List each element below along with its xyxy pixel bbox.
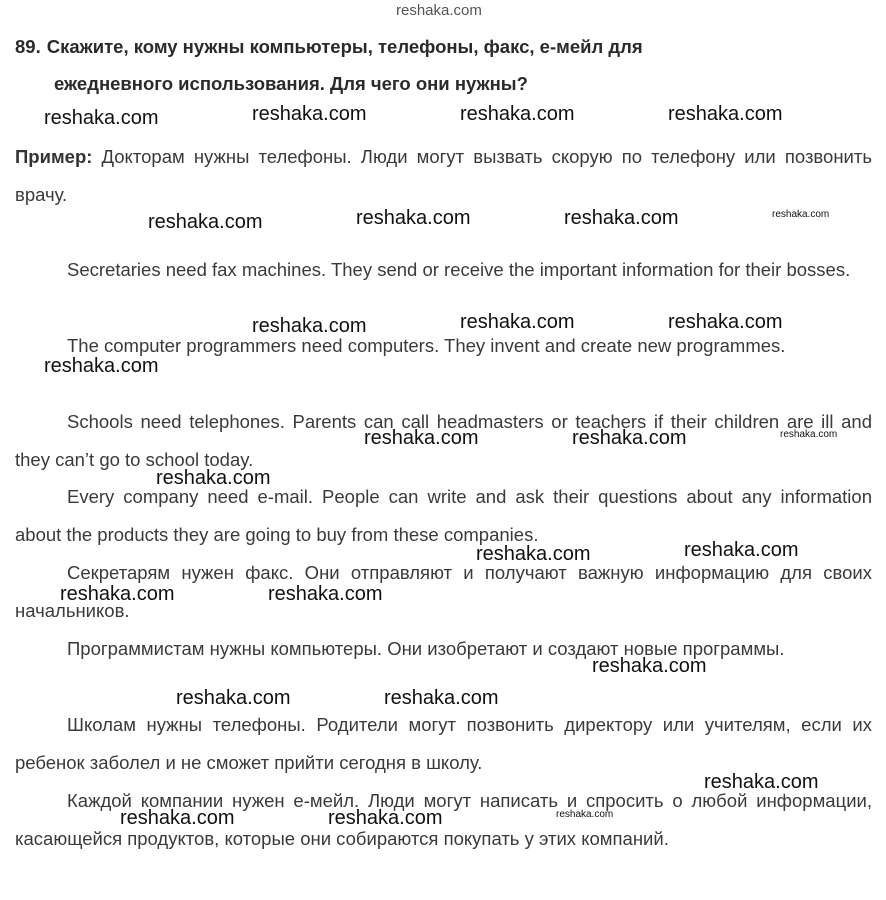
watermark: reshaka.com	[44, 355, 159, 377]
answer-paragraph: Программистам нужны компьютеры. Они изобретают и создают новые программы.	[67, 638, 785, 659]
watermark: reshaka.com	[476, 543, 591, 565]
watermark: reshaka.com	[156, 467, 271, 489]
watermark: reshaka.com	[780, 429, 838, 440]
watermark: reshaka.com	[60, 583, 175, 605]
watermark: reshaka.com	[148, 211, 263, 233]
watermark: reshaka.com	[772, 209, 830, 220]
watermark: reshaka.com	[364, 427, 479, 449]
watermark: reshaka.com	[356, 207, 471, 229]
watermark: reshaka.com	[684, 539, 799, 561]
watermark: reshaka.com	[460, 103, 575, 125]
watermark: reshaka.com	[572, 427, 687, 449]
answer-paragraph: Секретарям нужен факс. Они отправляют и получают важную информацию для своих начальников.	[15, 562, 872, 621]
watermark: reshaka.com	[252, 315, 367, 337]
watermark: reshaka.com	[556, 809, 614, 820]
watermark: reshaka.com	[668, 103, 783, 125]
watermark: reshaka.com	[328, 807, 443, 829]
watermark: reshaka.com	[252, 103, 367, 125]
task-question-line1: Скажите, кому нужны компьютеры, телефоны, факс, е-мейл для	[46, 36, 643, 57]
task-question-line2: ежедневного использования. Для чего они нужны?	[54, 73, 528, 94]
answer-paragraph: Secretaries need fax machines. They send or receive the important information for their bosses.	[67, 259, 851, 280]
answer-paragraph: Schools need telephones. Parents can call headmasters or teachers if their children are ill and they can’t go to school today.	[15, 411, 872, 470]
watermark: reshaka.com	[460, 311, 575, 333]
example-label: Пример:	[15, 146, 93, 167]
example-text: Докторам нужны телефоны. Люди могут вызвать скорую по телефону или позвонить врачу.	[15, 146, 873, 205]
answer-paragraph: The computer programmers need computers. They invent and create new programmes.	[67, 335, 786, 356]
watermark: reshaka.com	[564, 207, 679, 229]
answer-paragraph: Every company need e-mail. People can write and ask their questions about any information about the products they are going to buy from these companies.	[15, 486, 872, 545]
watermark: reshaka.com	[176, 687, 291, 709]
watermark: reshaka.com	[268, 583, 383, 605]
watermark: reshaka.com	[592, 655, 707, 677]
example-paragraph	[15, 138, 872, 214]
watermark: reshaka.com	[668, 311, 783, 333]
answer-paragraph: Каждой компании нужен е-мейл. Люди могут написать и спросить о любой информации, касающейся продуктов, которые они собираются покупать у этих компаний.	[15, 790, 872, 849]
task-heading	[15, 28, 872, 102]
watermark: reshaka.com	[120, 807, 235, 829]
watermark-top: reshaka.com	[396, 2, 482, 19]
watermark: reshaka.com	[384, 687, 499, 709]
task-number: 89.	[15, 36, 41, 57]
watermark: reshaka.com	[704, 771, 819, 793]
watermark: reshaka.com	[44, 107, 159, 129]
answer-paragraph: Школам нужны телефоны. Родители могут позвонить директору или учителям, если их ребенок заболел и не сможет прийти сегодня в школу.	[15, 714, 872, 773]
